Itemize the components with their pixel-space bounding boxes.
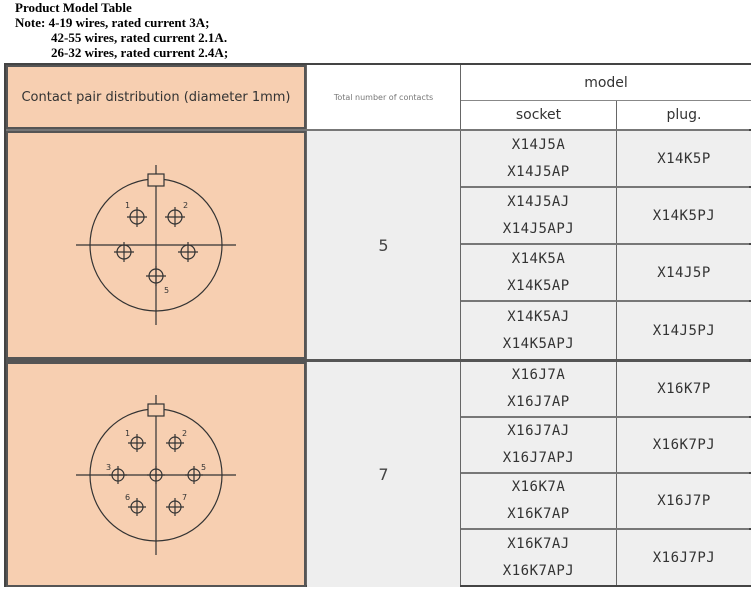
plug-model: X16J7P — [617, 474, 751, 528]
grid-line — [461, 243, 749, 245]
pin-4 — [147, 466, 165, 484]
socket-model: X14J5AJ — [507, 193, 570, 210]
socket-model: X16K7A — [511, 479, 566, 495]
pin-label-1: 1 — [125, 201, 131, 210]
socket-model: X14K5APJ — [502, 335, 575, 352]
socket-model: X14K5A — [511, 250, 566, 267]
grid-line — [460, 65, 461, 585]
grid-line — [6, 359, 749, 362]
socket-cell — [461, 530, 616, 585]
pin-3 — [109, 466, 127, 484]
pin-label-5: 5 — [201, 462, 207, 472]
socket-cell — [461, 302, 616, 359]
connector-5pin-diagram — [61, 150, 251, 340]
contact-diagram-7 — [6, 362, 306, 587]
socket-model: X14J5A — [511, 136, 566, 153]
socket-model: X16J7A — [511, 367, 566, 383]
socket-model: X14K5AP — [507, 277, 570, 294]
grid-line — [6, 129, 749, 131]
socket-model: X16J7AJ — [507, 423, 570, 439]
notes-block — [15, 0, 228, 60]
socket-model: X14K5AJ — [507, 308, 570, 325]
plug-model: X14K5P — [617, 131, 751, 186]
pin-label-2: 2 — [182, 428, 188, 438]
notes-line-2: 42-55 wires, rated current 2.1A. — [51, 30, 228, 45]
key-notch — [148, 174, 164, 186]
socket-cell — [461, 362, 616, 416]
pin-5 — [146, 266, 166, 286]
total-contacts-5: 5 — [307, 131, 460, 359]
header-socket: socket — [461, 101, 616, 129]
grid-line — [461, 186, 749, 188]
plug-model: X16K7P — [617, 362, 751, 416]
grid-line — [306, 65, 307, 585]
pin-label-6: 6 — [125, 492, 131, 502]
plug-model: X16J7PJ — [617, 530, 751, 585]
pin-1 — [128, 434, 146, 452]
grid-line — [461, 472, 749, 474]
key-notch — [148, 404, 164, 416]
socket-cell — [461, 131, 616, 186]
header-plug: plug. — [617, 101, 751, 129]
notes-title: Product Model Table — [15, 0, 132, 15]
pin-label-5: 5 — [164, 286, 170, 295]
plug-model: X16K7PJ — [617, 418, 751, 472]
grid-line — [461, 300, 749, 302]
socket-cell — [461, 474, 616, 528]
plug-model: X14J5PJ — [617, 302, 751, 359]
contact-diagram-5 — [6, 131, 306, 359]
grid-line — [616, 101, 617, 585]
plug-model: X14K5PJ — [617, 188, 751, 243]
socket-model: X16K7AJ — [507, 535, 570, 552]
socket-model: X14J5AP — [507, 163, 570, 180]
socket-model: X16K7AP — [507, 506, 570, 522]
socket-model: X14J5APJ — [502, 220, 575, 237]
pin-label-1: 1 — [125, 428, 131, 438]
socket-cell — [461, 188, 616, 243]
notes-line-1: Note: 4-19 wires, rated current 3A; — [15, 15, 210, 30]
total-contacts-7: 7 — [307, 362, 460, 587]
header-model: model — [461, 65, 751, 101]
pin-1 — [127, 207, 147, 227]
product-model-table — [4, 63, 751, 587]
grid-line — [461, 528, 749, 530]
pin-6 — [128, 498, 146, 516]
pin-2 — [165, 207, 185, 227]
notes-line-3: 26-32 wires, rated current 2.4A; — [51, 45, 229, 60]
grid-line — [461, 416, 749, 418]
header-contact-distribution: Contact pair distribution (diameter 1mm) — [6, 65, 306, 129]
socket-model: X16K7APJ — [502, 562, 575, 579]
header-total-contacts: Total number of contacts — [307, 65, 460, 129]
socket-cell — [461, 418, 616, 472]
pin-label-3: 3 — [106, 462, 112, 472]
socket-cell — [461, 245, 616, 300]
socket-model: X16J7AP — [507, 394, 570, 410]
plug-model: X14J5P — [617, 245, 751, 300]
connector-7pin-diagram — [61, 380, 251, 570]
socket-model: X16J7APJ — [502, 450, 575, 466]
pin-label-2: 2 — [183, 201, 189, 210]
pin-label-7: 7 — [182, 492, 188, 502]
